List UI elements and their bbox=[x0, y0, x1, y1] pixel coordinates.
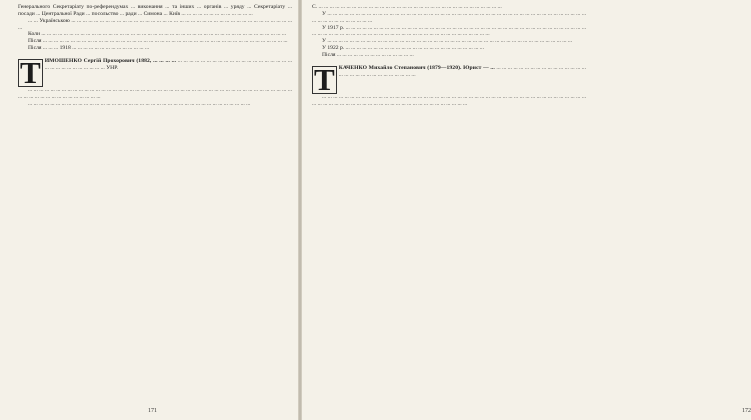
paragraph: Після ... ... ... ... ... ... ... ... ... ... ... ... ... ... bbox=[322, 51, 414, 58]
paragraph: ... ... ... ... ... ... ... ... ... ... ... ... ... ... ... ... ... ... ... ... ... ... ... ... ... ... ... ... ... ... ... ... ... ... ... ... ... ... ... ... bbox=[28, 100, 251, 107]
paragraph: С. ... ... ... ... ... ... ... ... ... ... ... ... ... ... ... ... ... ... ... ... ... ... ... ... ... ... ... ... ... ... ... ... ... bbox=[312, 4, 502, 10]
paragraph: Після ... ... ... 1918 ... ... ... ... ... ... ... ... ... ... ... ... ... ... bbox=[28, 45, 150, 52]
page-number: 171 bbox=[148, 408, 157, 414]
biography-entry bbox=[18, 54, 292, 90]
paragraph: У 1922 р. ... ... ... ... ... ... ... ... ... ... ... ... ... ... ... ... ... ... ... ... ... ... ... ... ... bbox=[322, 45, 484, 52]
paragraph: ... ... ... ... ... ... ... ... ... ... ... ... ... ... ... ... ... ... ... ... ... ... ... ... ... ... ... ... ... ... ... ... ... ... ... ... ... ... ... ... ... ... ... ... ... ... ... ... ... ... ... ... ... ... ... ... ... ... ... ... ... ... ... ... ... ... ... ... ... ... ... ... ... ... ... bbox=[312, 93, 586, 107]
drop-cap: Т bbox=[314, 61, 335, 97]
entry-body: ... ... ... ... ... ... ... ... ... ... ... ... ... ... ... ... ... ... ... ... ... ... ... ... ... ... ... ... ... ... ... УНР. bbox=[44, 57, 292, 71]
paragraph: Генерального Секретаріату по-референдумах ... виконання ... та інших ... органів ... уряду ... Секретаріату ... посади ... Центральної Ради ... посольство ... ради ... Симона ... Київ ... ... ... ... ... ... ... ... ... ... ... ... ... bbox=[18, 4, 292, 17]
paragraph: Коли ... ... ... ... ... ... ... ... ... ... ... ... ... ... ... ... ... ... ... ... ... ... ... ... ... ... ... ... ... ... ... ... ... ... ... ... ... ... ... ... ... ... ... ... bbox=[28, 31, 287, 38]
right-page-text bbox=[312, 4, 586, 107]
page-number: 172 bbox=[742, 408, 751, 414]
paragraph: У ... ... ... ... ... ... ... ... ... ... ... ... ... ... ... ... ... ... ... ... ... ... ... ... ... ... ... ... ... ... ... ... ... ... ... ... ... ... ... ... ... ... ... ... bbox=[322, 38, 573, 45]
right-page bbox=[300, 0, 751, 420]
left-page bbox=[0, 0, 300, 420]
paragraph: Після ... ... ... ... ... ... ... ... ... ... ... ... ... ... ... ... ... ... ... ... ... ... ... ... ... ... ... ... ... ... ... ... ... ... ... ... ... ... ... ... ... ... ... ... bbox=[28, 38, 288, 45]
entry-heading: ИМОШЕНКО Сергій Прохорович (1882, ... ... ... ... bbox=[44, 57, 177, 64]
entry-body: ... ... ... ... ... ... ... ... ... ... ... ... ... ... ... ... ... ... ... ... ... ... ... ... ... ... ... ... ... ... bbox=[338, 64, 586, 78]
entry-heading: КАЧЕНКО Михайло Степанович (1879—1920). Юрист — ... bbox=[338, 64, 495, 71]
left-page-text bbox=[18, 4, 292, 107]
biography-entry bbox=[312, 61, 586, 97]
paragraph: У 1917 р. ... ... ... ... ... ... ... ... ... ... ... ... ... ... ... ... ... ... ... ... ... ... ... ... ... ... ... ... ... ... ... ... ... ... ... ... ... ... ... ... ... ... ... ... ... ... ... ... ... ... ... ... ... ... ... ... ... ... ... ... ... ... ... ... ... ... ... ... ... ... ... ... ... ... ... bbox=[312, 24, 586, 38]
paragraph: ... ... Українською ... ... ... ... ... ... ... ... ... ... ... ... ... ... ... ... ... ... ... ... ... ... ... ... ... ... ... ... ... ... ... ... ... ... ... ... ... ... ... ... bbox=[18, 17, 292, 31]
drop-cap: Т bbox=[20, 54, 41, 90]
paragraph: У ... ... ... ... ... ... ... ... ... ... ... ... ... ... ... ... ... ... ... ... ... ... ... ... ... ... ... ... ... ... ... ... ... ... ... ... ... ... ... ... ... ... ... ... ... ... ... ... ... ... ... ... ... ... ... ... ... bbox=[312, 10, 586, 24]
paragraph: ... ... ... ... ... ... ... ... ... ... ... ... ... ... ... ... ... ... ... ... ... ... ... ... ... ... ... ... ... ... ... ... ... ... ... ... ... ... ... ... ... ... ... ... ... ... ... ... ... ... ... ... ... ... ... ... ... ... ... ... ... ... bbox=[18, 86, 292, 100]
